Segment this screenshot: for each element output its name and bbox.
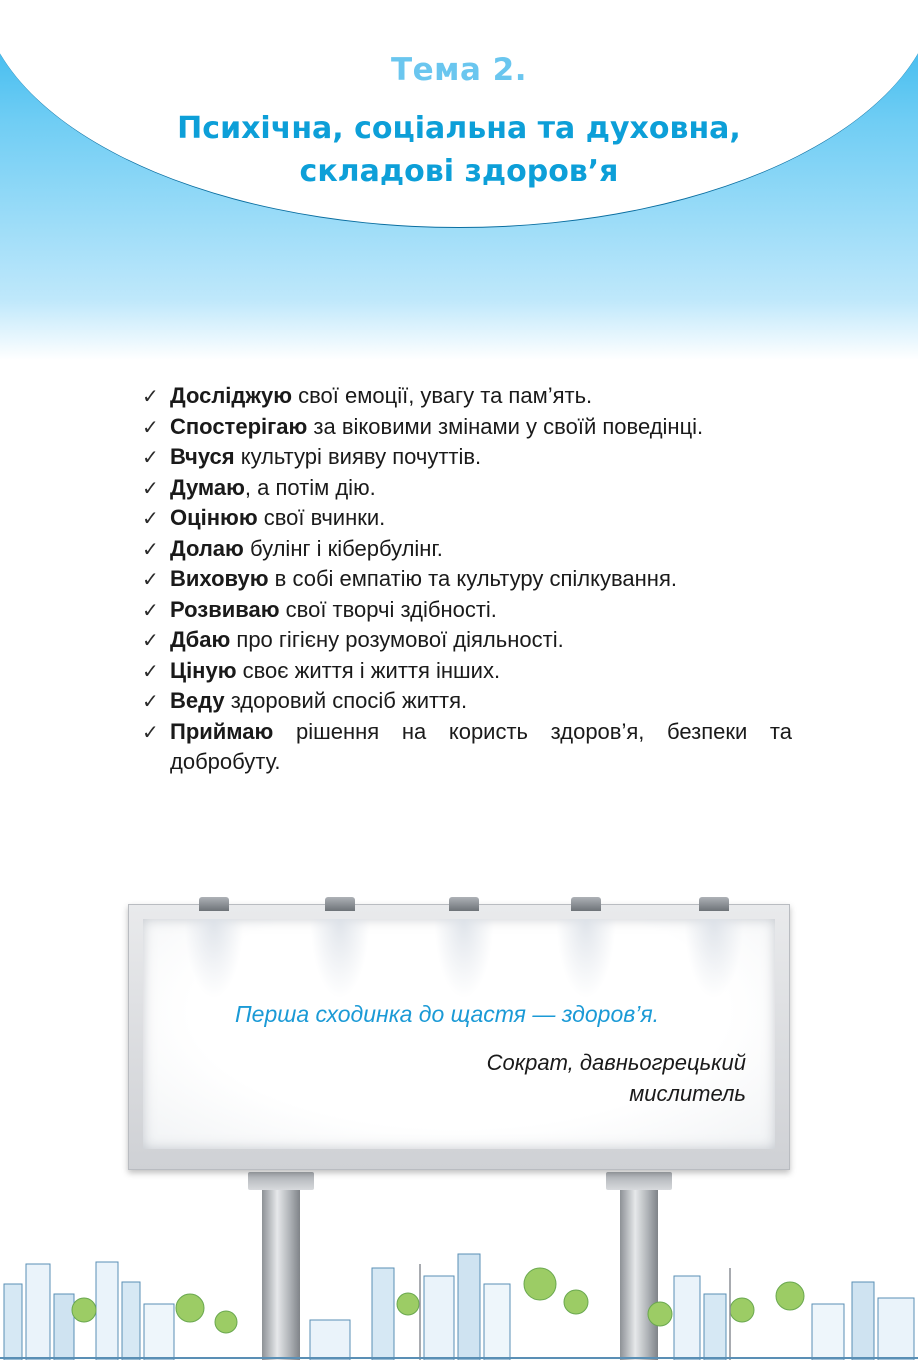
- list-item: [142, 625, 792, 656]
- checkmark-icon: ✓: [142, 384, 159, 408]
- checkmark-icon: ✓: [142, 414, 159, 439]
- billboard-lamp-icon: [325, 897, 355, 911]
- billboard-lamp-icon: [449, 897, 479, 911]
- lamp-glow: [310, 919, 370, 999]
- list-item: [142, 686, 792, 717]
- checkmark-icon: ✓: [142, 567, 159, 591]
- page-title-line-1: Психічна, соціальна та духовна,: [177, 111, 741, 146]
- quote-author: [426, 1047, 746, 1109]
- goal-text: в собі емпатію та культуру спілкування.: [268, 566, 677, 591]
- goal-verb: Думаю: [170, 474, 245, 500]
- billboard-pole-cap-left: [248, 1172, 314, 1190]
- goal-verb: Приймаю: [170, 718, 274, 744]
- goal-text: рішення на користь здоров’я, безпеки та добробуту.: [170, 718, 792, 774]
- goal-text: здоровий спосіб життя.: [224, 688, 468, 713]
- billboard-lamp-icon: [571, 897, 601, 911]
- list-item: [142, 564, 792, 595]
- goal-text: свої емоції, увагу та пам’ять.: [292, 383, 593, 408]
- checkmark-icon: ✓: [142, 506, 159, 530]
- lamp-glow: [184, 919, 244, 999]
- topic-label: Тема 2.: [390, 52, 528, 88]
- lamp-glow: [684, 919, 744, 999]
- billboard: [128, 904, 790, 1170]
- lamp-glow: [556, 919, 616, 999]
- list-item: [142, 534, 792, 565]
- checkmark-icon: ✓: [142, 719, 159, 744]
- checkmark-icon: ✓: [142, 445, 159, 469]
- goal-text: за віковими змінами у своїй поведінці.: [307, 413, 704, 439]
- list-item: [142, 656, 792, 687]
- list-item: [142, 595, 792, 626]
- list-item: [142, 503, 792, 534]
- billboard-lamp-icon: [699, 897, 729, 911]
- goal-verb: Спостерігаю: [170, 413, 308, 439]
- list-item: [142, 381, 792, 412]
- checkmark-icon: ✓: [142, 475, 159, 500]
- goal-verb: Виховую: [170, 566, 269, 591]
- goal-text: свої вчинки.: [257, 505, 386, 530]
- billboard-lamp-icon: [199, 897, 229, 911]
- quote-text: Перша сходинка до щастя — здоров’я.: [235, 1001, 660, 1027]
- billboard-pole-cap-right: [606, 1172, 672, 1190]
- list-item: [142, 412, 792, 443]
- quote-author-line-1: Сократ, давньогрецький: [486, 1050, 746, 1075]
- goal-verb: Розвиваю: [170, 596, 280, 622]
- learning-goals-list: [142, 381, 792, 778]
- lamp-glow: [434, 919, 494, 999]
- page-title-line-2: складові здоров’я: [299, 154, 619, 189]
- header: [0, 0, 918, 230]
- goal-verb: Вчуся: [170, 444, 235, 469]
- checkmark-icon: ✓: [142, 536, 159, 561]
- goal-verb: Досліджую: [170, 383, 292, 408]
- page-title: [0, 107, 918, 193]
- checkmark-icon: ✓: [142, 628, 159, 652]
- goal-text: культурі вияву почуттів.: [234, 444, 482, 469]
- checkmark-icon: ✓: [142, 597, 159, 622]
- checkmark-icon: ✓: [142, 689, 159, 713]
- goal-verb: Оцінюю: [170, 505, 258, 530]
- list-item: [142, 442, 792, 473]
- quote-author-line-2: мислитель: [629, 1081, 746, 1106]
- list-item: [142, 717, 792, 778]
- goal-text: своє життя і життя інших.: [236, 657, 501, 683]
- goal-text: , а потім дію.: [244, 474, 376, 500]
- checkmark-icon: ✓: [142, 658, 159, 683]
- goal-verb: Ціную: [170, 657, 237, 683]
- goal-text: булінг і кібербулінг.: [243, 535, 443, 561]
- goal-text: про гігієну розумової діяльності.: [230, 627, 564, 652]
- list-item: [142, 473, 792, 504]
- city-skyline-icon: [0, 1224, 918, 1360]
- goal-verb: Долаю: [170, 535, 244, 561]
- billboard-face: [143, 919, 775, 1149]
- goal-verb: Веду: [170, 688, 225, 713]
- goal-verb: Дбаю: [170, 627, 231, 652]
- goal-text: свої творчі здібності.: [279, 596, 497, 622]
